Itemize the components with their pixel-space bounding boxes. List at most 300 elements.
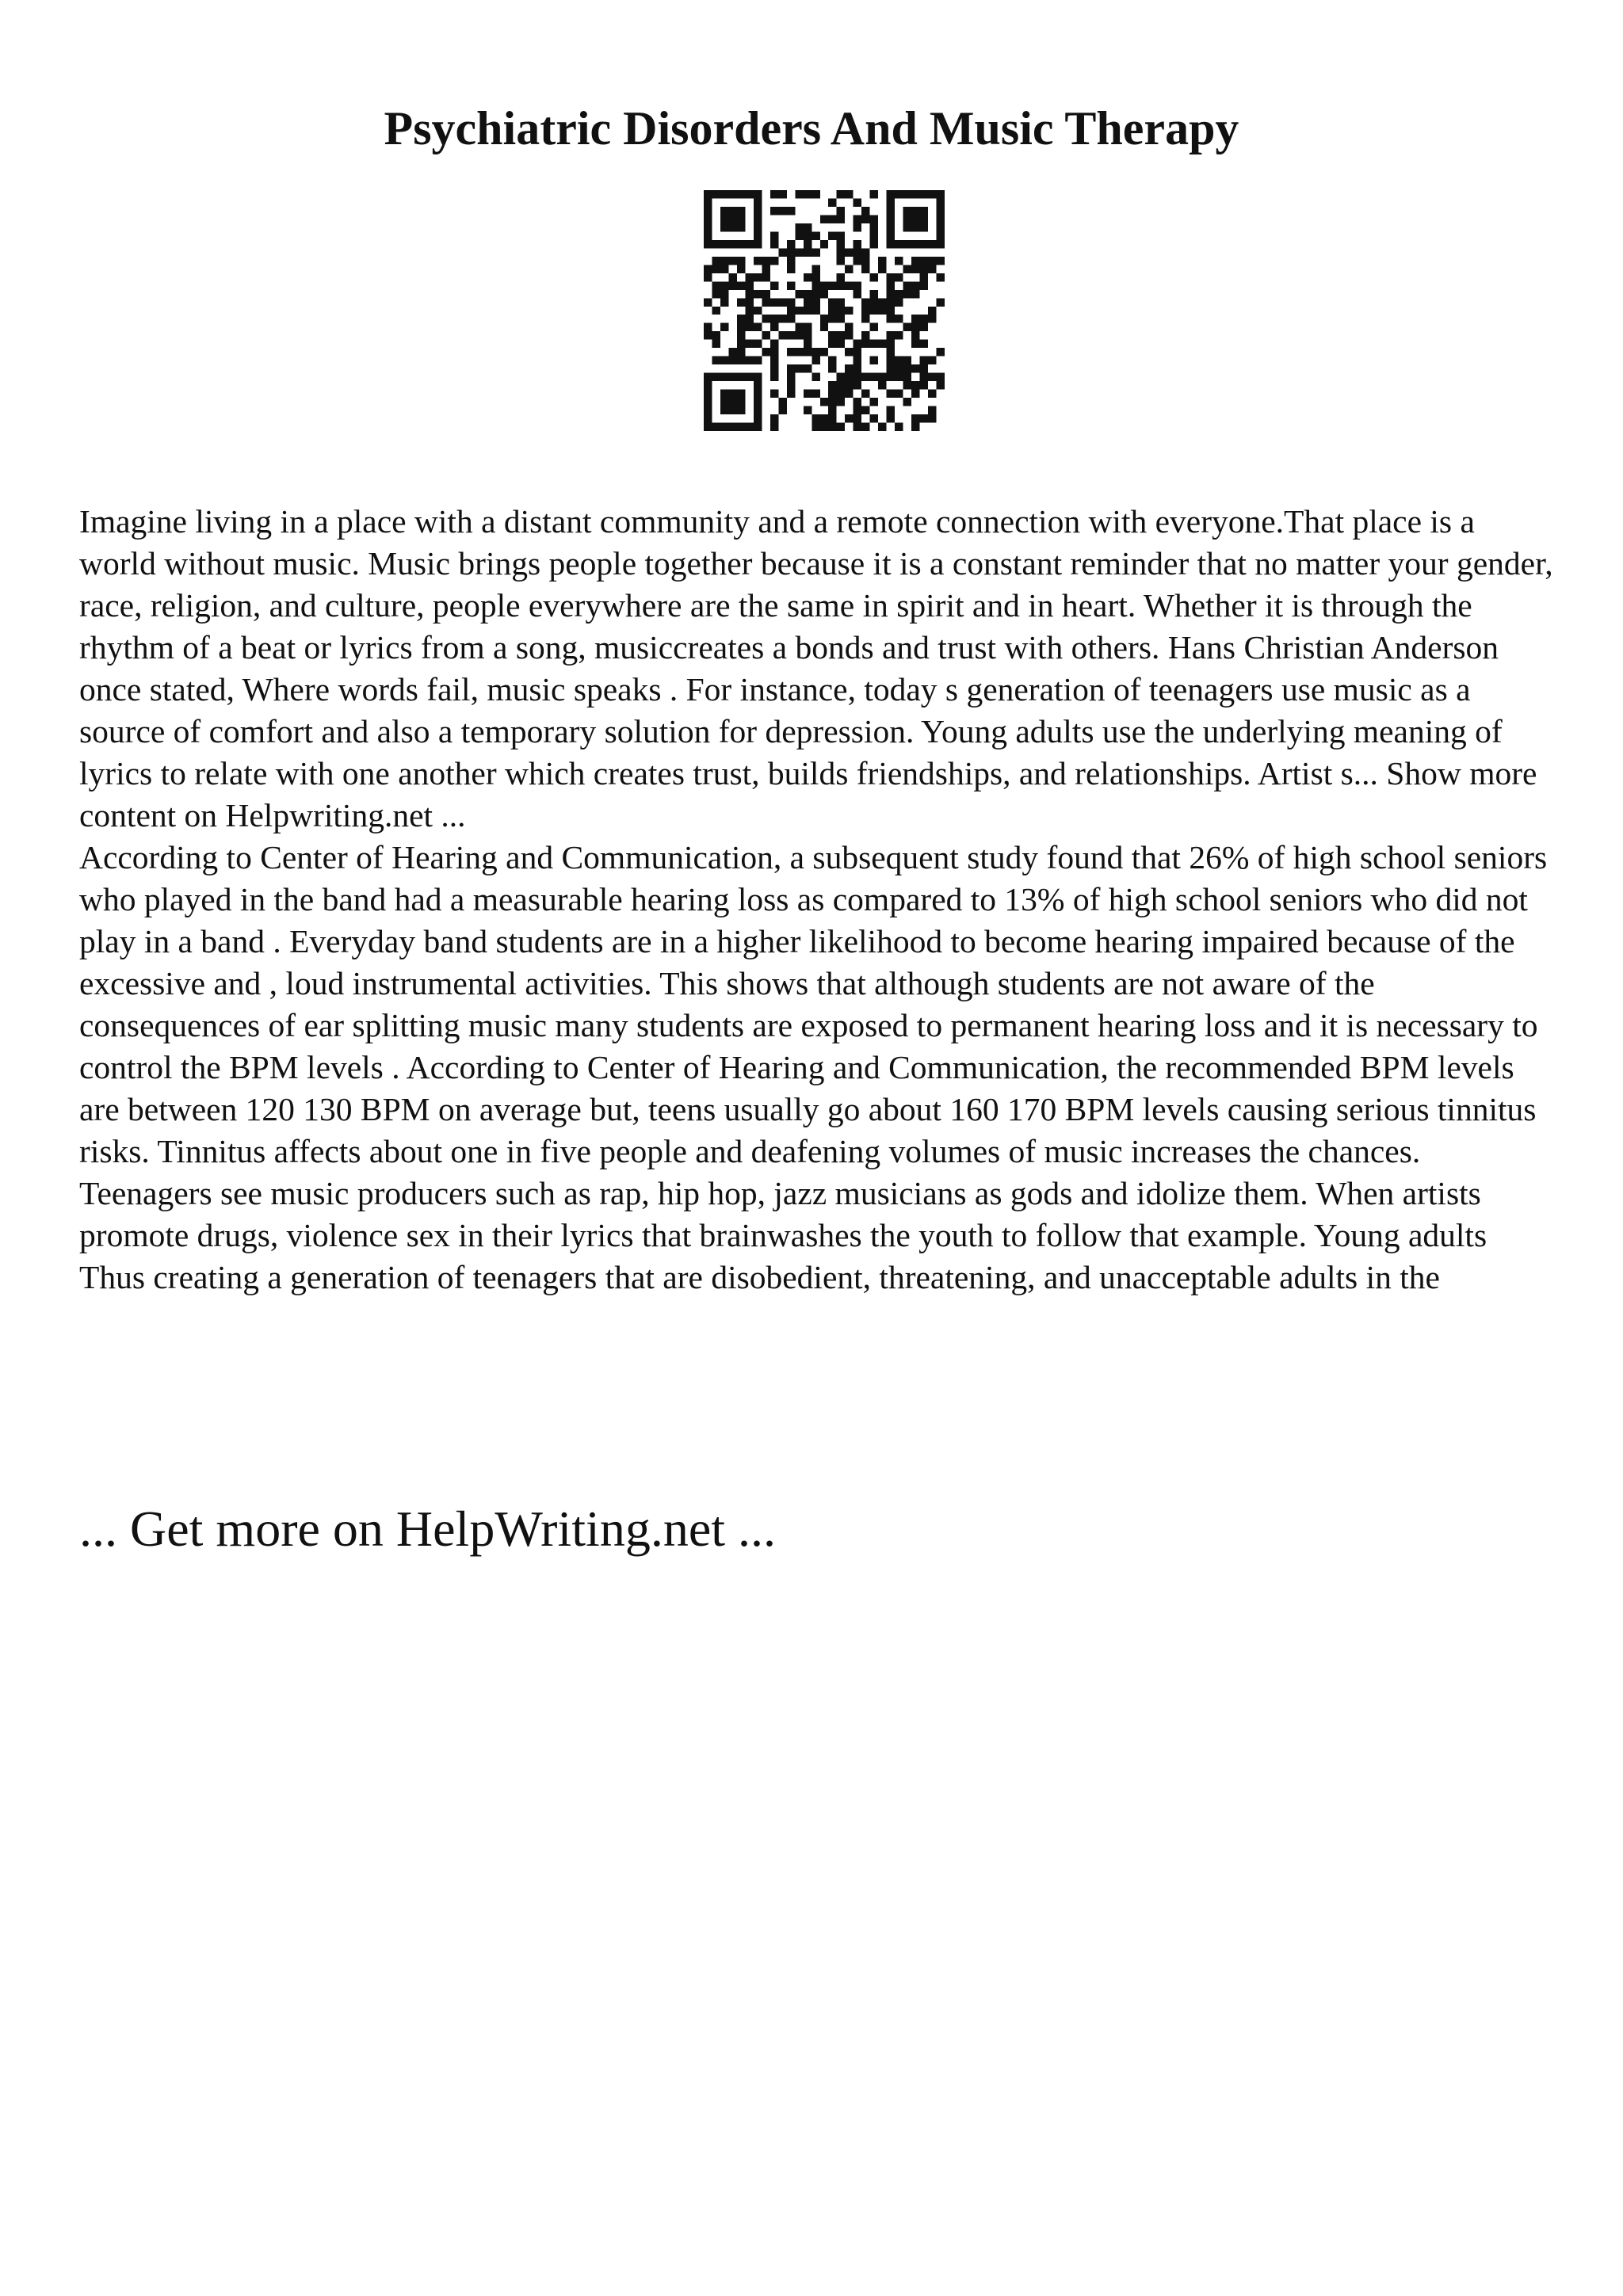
qr-module bbox=[911, 290, 919, 298]
qr-module bbox=[937, 348, 945, 356]
qr-module bbox=[728, 190, 736, 198]
qr-module bbox=[854, 223, 861, 231]
qr-module bbox=[737, 406, 745, 414]
qr-module bbox=[895, 331, 903, 339]
qr-module bbox=[787, 348, 795, 356]
qr-module bbox=[837, 207, 845, 215]
qr-module bbox=[854, 373, 861, 381]
qr-module bbox=[828, 340, 836, 348]
qr-module bbox=[737, 190, 745, 198]
qr-module bbox=[720, 207, 728, 215]
qr-module bbox=[795, 348, 803, 356]
qr-module bbox=[754, 198, 762, 206]
qr-module bbox=[854, 215, 861, 223]
qr-module bbox=[795, 190, 803, 198]
qr-module bbox=[887, 406, 895, 414]
qr-module bbox=[737, 298, 745, 306]
qr-module bbox=[854, 398, 861, 406]
qr-module bbox=[704, 215, 712, 223]
qr-module bbox=[720, 357, 728, 364]
qr-module bbox=[728, 281, 736, 289]
qr-module bbox=[770, 423, 778, 431]
qr-module bbox=[770, 323, 778, 331]
qr-module bbox=[754, 340, 762, 348]
qr-module bbox=[712, 373, 720, 381]
qr-module bbox=[870, 231, 878, 239]
qr-module bbox=[712, 240, 720, 248]
qr-module bbox=[870, 290, 878, 298]
qr-module bbox=[704, 265, 712, 273]
qr-module bbox=[712, 331, 720, 339]
qr-module bbox=[937, 215, 945, 223]
qr-module bbox=[728, 357, 736, 364]
qr-module bbox=[861, 248, 869, 256]
qr-module bbox=[911, 323, 919, 331]
qr-module bbox=[887, 340, 895, 348]
qr-module bbox=[861, 390, 869, 398]
qr-module bbox=[812, 423, 819, 431]
qr-module bbox=[704, 323, 712, 331]
qr-module bbox=[754, 406, 762, 414]
qr-module bbox=[720, 423, 728, 431]
qr-module bbox=[720, 373, 728, 381]
qr-module bbox=[770, 231, 778, 239]
qr-module bbox=[762, 265, 769, 273]
qr-module bbox=[720, 190, 728, 198]
qr-module bbox=[720, 390, 728, 398]
qr-module bbox=[720, 215, 728, 223]
qr-module bbox=[828, 298, 836, 306]
qr-module bbox=[887, 198, 895, 206]
qr-module bbox=[928, 265, 936, 273]
qr-module bbox=[820, 281, 828, 289]
qr-module bbox=[728, 423, 736, 431]
qr-module bbox=[928, 307, 936, 315]
qr-module bbox=[937, 190, 945, 198]
qr-module bbox=[928, 373, 936, 381]
qr-module bbox=[911, 390, 919, 398]
qr-module bbox=[787, 265, 795, 273]
qr-module bbox=[737, 357, 745, 364]
qr-module bbox=[745, 340, 753, 348]
qr-module bbox=[787, 307, 795, 315]
qr-module bbox=[887, 273, 895, 281]
qr-module bbox=[704, 381, 712, 389]
qr-module bbox=[770, 340, 778, 348]
qr-module bbox=[704, 406, 712, 414]
qr-module bbox=[812, 348, 819, 356]
qr-module bbox=[770, 357, 778, 364]
qr-module bbox=[737, 390, 745, 398]
qr-module bbox=[903, 240, 911, 248]
qr-module bbox=[754, 240, 762, 248]
qr-module bbox=[737, 373, 745, 381]
qr-module bbox=[745, 307, 753, 315]
qr-module bbox=[728, 406, 736, 414]
qr-module bbox=[878, 307, 886, 315]
qr-module bbox=[870, 298, 878, 306]
qr-module bbox=[845, 323, 853, 331]
qr-module bbox=[920, 265, 928, 273]
qr-module bbox=[728, 398, 736, 406]
qr-module bbox=[911, 215, 919, 223]
qr-module bbox=[870, 223, 878, 231]
qr-module bbox=[737, 257, 745, 265]
qr-module bbox=[737, 215, 745, 223]
qr-module bbox=[754, 381, 762, 389]
qr-module bbox=[887, 357, 895, 364]
qr-module bbox=[920, 381, 928, 389]
qr-module bbox=[704, 231, 712, 239]
qr-module bbox=[845, 348, 853, 356]
qr-module bbox=[828, 281, 836, 289]
qr-module bbox=[704, 390, 712, 398]
qr-module bbox=[895, 315, 903, 322]
qr-module bbox=[754, 273, 762, 281]
qr-module bbox=[920, 340, 928, 348]
qr-module bbox=[737, 240, 745, 248]
qr-module bbox=[762, 348, 769, 356]
qr-module bbox=[728, 273, 736, 281]
qr-module bbox=[911, 240, 919, 248]
qr-module bbox=[878, 423, 886, 431]
qr-module bbox=[820, 348, 828, 356]
qr-module bbox=[804, 190, 812, 198]
qr-module bbox=[837, 398, 845, 406]
qr-module bbox=[745, 315, 753, 322]
qr-module bbox=[728, 223, 736, 231]
qr-module bbox=[795, 307, 803, 315]
qr-module bbox=[903, 215, 911, 223]
qr-module bbox=[920, 281, 928, 289]
qr-module bbox=[878, 381, 886, 389]
qr-module bbox=[745, 357, 753, 364]
qr-module bbox=[820, 290, 828, 298]
qr-module bbox=[828, 231, 836, 239]
qr-module bbox=[728, 240, 736, 248]
qr-module bbox=[837, 257, 845, 265]
qr-module bbox=[895, 298, 903, 306]
qr-module bbox=[745, 273, 753, 281]
qr-module bbox=[804, 348, 812, 356]
qr-module bbox=[911, 223, 919, 231]
qr-module bbox=[887, 281, 895, 289]
qr-module bbox=[928, 190, 936, 198]
qr-module bbox=[754, 373, 762, 381]
qr-module bbox=[828, 381, 836, 389]
qr-module bbox=[712, 257, 720, 265]
qr-module bbox=[762, 257, 769, 265]
qr-module bbox=[928, 390, 936, 398]
qr-module bbox=[820, 215, 828, 223]
qr-module bbox=[903, 207, 911, 215]
qr-module bbox=[854, 340, 861, 348]
qr-module bbox=[920, 364, 928, 372]
qr-module bbox=[804, 364, 812, 372]
qr-module bbox=[804, 323, 812, 331]
qr-module bbox=[845, 265, 853, 273]
qr-module bbox=[737, 281, 745, 289]
qr-module bbox=[720, 265, 728, 273]
qr-module bbox=[812, 281, 819, 289]
qr-module bbox=[911, 207, 919, 215]
qr-code-icon bbox=[704, 190, 945, 431]
qr-module bbox=[870, 190, 878, 198]
qr-module bbox=[812, 248, 819, 256]
qr-module bbox=[903, 364, 911, 372]
qr-module bbox=[770, 364, 778, 372]
qr-module bbox=[937, 373, 945, 381]
qr-module bbox=[804, 290, 812, 298]
qr-module bbox=[778, 315, 786, 322]
qr-module bbox=[804, 307, 812, 315]
qr-module bbox=[828, 331, 836, 339]
qr-module bbox=[745, 298, 753, 306]
qr-module bbox=[928, 315, 936, 322]
qr-module bbox=[845, 281, 853, 289]
qr-module bbox=[920, 207, 928, 215]
qr-module bbox=[820, 423, 828, 431]
qr-module bbox=[870, 373, 878, 381]
qr-module bbox=[745, 290, 753, 298]
qr-module bbox=[712, 357, 720, 364]
qr-module bbox=[737, 323, 745, 331]
qr-module bbox=[812, 231, 819, 239]
qr-module bbox=[704, 414, 712, 422]
qr-module bbox=[937, 298, 945, 306]
qr-module bbox=[837, 248, 845, 256]
qr-module bbox=[754, 290, 762, 298]
qr-module bbox=[754, 257, 762, 265]
qr-module bbox=[812, 390, 819, 398]
qr-module bbox=[812, 290, 819, 298]
qr-module bbox=[754, 414, 762, 422]
qr-module bbox=[920, 190, 928, 198]
qr-module bbox=[770, 298, 778, 306]
qr-module bbox=[704, 298, 712, 306]
qr-module bbox=[887, 290, 895, 298]
qr-module bbox=[911, 190, 919, 198]
qr-module bbox=[903, 265, 911, 273]
qr-module bbox=[828, 215, 836, 223]
qr-module bbox=[828, 315, 836, 322]
qr-module bbox=[812, 414, 819, 422]
qr-module bbox=[770, 390, 778, 398]
qr-module bbox=[737, 207, 745, 215]
qr-module bbox=[903, 223, 911, 231]
qr-module bbox=[770, 414, 778, 422]
qr-module bbox=[845, 414, 853, 422]
qr-module bbox=[878, 257, 886, 265]
qr-module bbox=[704, 190, 712, 198]
qr-module bbox=[704, 423, 712, 431]
qr-module bbox=[828, 406, 836, 414]
qr-module bbox=[911, 257, 919, 265]
qr-module bbox=[737, 331, 745, 339]
qr-module bbox=[845, 390, 853, 398]
qr-module bbox=[795, 364, 803, 372]
qr-module bbox=[895, 390, 903, 398]
qr-module bbox=[920, 414, 928, 422]
qr-module bbox=[845, 331, 853, 339]
qr-module bbox=[887, 307, 895, 315]
qr-module bbox=[778, 190, 786, 198]
qr-module bbox=[895, 373, 903, 381]
qr-module bbox=[920, 315, 928, 322]
qr-module bbox=[754, 190, 762, 198]
qr-module bbox=[837, 231, 845, 239]
qr-module bbox=[903, 357, 911, 364]
qr-module bbox=[787, 248, 795, 256]
qr-module bbox=[845, 373, 853, 381]
qr-module bbox=[787, 281, 795, 289]
qr-module bbox=[737, 265, 745, 273]
qr-module bbox=[861, 340, 869, 348]
qr-module bbox=[937, 223, 945, 231]
qr-module bbox=[704, 273, 712, 281]
qr-module bbox=[770, 373, 778, 381]
qr-module bbox=[854, 406, 861, 414]
qr-module bbox=[754, 223, 762, 231]
qr-module bbox=[828, 390, 836, 398]
qr-module bbox=[920, 215, 928, 223]
qr-module bbox=[720, 323, 728, 331]
qr-module bbox=[861, 423, 869, 431]
qr-module bbox=[920, 257, 928, 265]
qr-module bbox=[762, 273, 769, 281]
qr-module bbox=[745, 240, 753, 248]
qr-module bbox=[911, 281, 919, 289]
qr-module bbox=[887, 207, 895, 215]
qr-module bbox=[728, 257, 736, 265]
qr-module bbox=[804, 390, 812, 398]
qr-module bbox=[812, 273, 819, 281]
qr-module bbox=[895, 357, 903, 364]
qr-module bbox=[870, 340, 878, 348]
qr-module bbox=[820, 315, 828, 322]
qr-module bbox=[795, 231, 803, 239]
qr-module bbox=[861, 315, 869, 322]
qr-module bbox=[861, 257, 869, 265]
qr-module bbox=[728, 207, 736, 215]
qr-module bbox=[887, 373, 895, 381]
qr-module bbox=[937, 198, 945, 206]
qr-module bbox=[887, 231, 895, 239]
qr-module bbox=[911, 414, 919, 422]
qr-module bbox=[837, 215, 845, 223]
qr-module bbox=[837, 307, 845, 315]
qr-module bbox=[745, 423, 753, 431]
qr-module bbox=[895, 290, 903, 298]
qr-module bbox=[770, 190, 778, 198]
qr-module bbox=[787, 373, 795, 381]
qr-module bbox=[795, 223, 803, 231]
qr-module bbox=[837, 390, 845, 398]
qr-module bbox=[778, 398, 786, 406]
qr-module bbox=[804, 298, 812, 306]
qr-module bbox=[812, 373, 819, 381]
qr-module bbox=[737, 315, 745, 322]
qr-module bbox=[737, 223, 745, 231]
qr-module bbox=[712, 290, 720, 298]
qr-module bbox=[920, 357, 928, 364]
qr-module bbox=[903, 190, 911, 198]
qr-module bbox=[911, 340, 919, 348]
qr-module bbox=[911, 315, 919, 322]
qr-module bbox=[828, 357, 836, 364]
qr-module bbox=[903, 373, 911, 381]
qr-module bbox=[895, 240, 903, 248]
qr-module bbox=[887, 223, 895, 231]
qr-module bbox=[845, 190, 853, 198]
qr-module bbox=[795, 248, 803, 256]
qr-module bbox=[828, 398, 836, 406]
qr-module bbox=[787, 257, 795, 265]
qr-module bbox=[854, 348, 861, 356]
qr-module bbox=[928, 257, 936, 265]
qr-module bbox=[870, 323, 878, 331]
get-more-link[interactable]: ... Get more on HelpWriting.net ... bbox=[79, 1501, 776, 1557]
qr-module bbox=[720, 257, 728, 265]
qr-module bbox=[854, 257, 861, 265]
qr-module bbox=[878, 373, 886, 381]
qr-module bbox=[828, 364, 836, 372]
qr-module bbox=[878, 340, 886, 348]
qr-module bbox=[861, 373, 869, 381]
qr-module bbox=[895, 273, 903, 281]
qr-module bbox=[770, 207, 778, 215]
qr-module bbox=[903, 381, 911, 389]
qr-module bbox=[787, 298, 795, 306]
qr-module bbox=[828, 198, 836, 206]
qr-module bbox=[870, 273, 878, 281]
document-title: Psychiatric Disorders And Music Therapy bbox=[384, 102, 1239, 154]
qr-module bbox=[787, 381, 795, 389]
qr-module bbox=[861, 298, 869, 306]
qr-module bbox=[870, 240, 878, 248]
qr-module bbox=[720, 290, 728, 298]
qr-module bbox=[861, 215, 869, 223]
qr-module bbox=[745, 323, 753, 331]
qr-module bbox=[854, 281, 861, 289]
qr-module bbox=[937, 257, 945, 265]
paragraph-intro: Imagine living in a place with a distant community and a remote connection with everyone.That place is a world without music. Music brings people together because it is a constant reminder that no matter your gender, race, religion, and culture, people everywhere are the same in spirit and in heart. Whether it is through the rhythm of a beat or lyrics from a song, musiccreates a bonds and trust with others. Hans Christian Anderson once stated, Where words fail, music speaks . For instance, today s generation of teenagers use music as a source of comfort and also a temporary solution for depression. Young adults use the underlying meaning of lyrics to relate with one another which creates trust, builds friendships, and relationships. Artist s... Show more content on Helpwriting.net ... bbox=[79, 503, 1553, 833]
qr-module bbox=[804, 406, 812, 414]
qr-module bbox=[804, 248, 812, 256]
qr-module bbox=[804, 223, 812, 231]
qr-module bbox=[728, 215, 736, 223]
qr-module bbox=[854, 364, 861, 372]
qr-module bbox=[887, 414, 895, 422]
qr-module bbox=[795, 290, 803, 298]
qr-module bbox=[937, 381, 945, 389]
qr-module bbox=[795, 323, 803, 331]
qr-module bbox=[895, 257, 903, 265]
paragraph-hearing: According to Center of Hearing and Communication, a subsequent study found that 26% of high school seniors who played in the band had a measurable hearing loss as compared to 13% of high school seniors who did not play in a band . Everyday band students are in a higher likelihood to become hearing impaired because of the excessive and , loud instrumental activities. This shows that although students are not aware of the consequences of ear splitting music many students are exposed to permanent hearing loss and it is necessary to control the BPM levels . According to Center of Hearing and Communication, the recommended BPM levels are between 120 130 BPM on average but, teens usually go about 160 170 BPM levels causing serious tinnitus risks. Tinnitus affects about one in five people and deafening volumes of music increases the chances. Teenagers see music producers such as rap, hip hop, jazz musicians as gods and idolize them. When artists promote drugs, violence sex in their lyrics that brainwashes the youth to follow that example. Young adults Thus creating a generation of teenagers that are disobedient, threatening, and unacceptable adults in the bbox=[79, 839, 1548, 1295]
qr-module bbox=[704, 223, 712, 231]
qr-module bbox=[754, 357, 762, 364]
qr-module bbox=[837, 340, 845, 348]
qr-module bbox=[804, 240, 812, 248]
qr-module bbox=[870, 307, 878, 315]
qr-module bbox=[787, 207, 795, 215]
qr-module bbox=[837, 298, 845, 306]
qr-module bbox=[854, 248, 861, 256]
qr-module bbox=[854, 240, 861, 248]
qr-module bbox=[787, 364, 795, 372]
qr-module bbox=[762, 290, 769, 298]
qr-module bbox=[887, 390, 895, 398]
